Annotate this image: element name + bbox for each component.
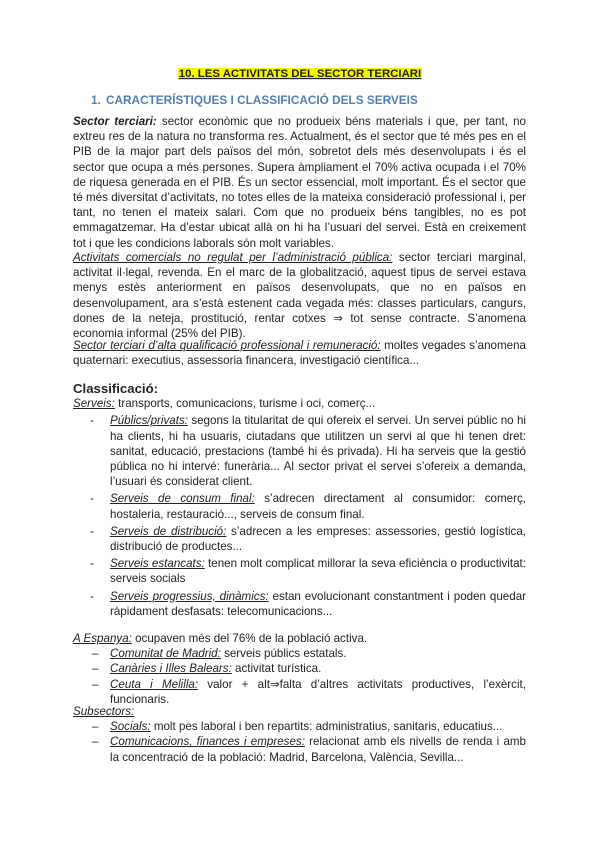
list-item-term: Canàries i Illes Balears: [110,662,232,676]
subsectors-list [73,719,526,765]
espanya-section [73,631,526,707]
list-item [73,491,526,521]
classificacio-section [73,381,526,619]
list-item [73,589,526,619]
list-item [73,661,526,676]
text-sector-terciari: sector econòmic que no produeix béns materials i que, per tant, no extreu res de la natura no transforma res. Actualment, és el sector que té més pes en el PIB de la major part dels països del món, sobretot dels més desenvolupats i és el sector que ocupa a més persones. Supera àmpliament el 70% activa ocupada i el 70% de riquesa generada en el PIB. És un sector essencial, molt important. És el sector que té més diversitat d’activitats, no totes elles de la mateixa consideració professional i, per tant, no tenen el mateix salari. Com que no produeix béns tangibles, no es pot emmagatzemar. Ha d’estar ubicat allà on hi ha l’usuari del servei. Està en creixement tot i que les condicions laborals són molt variables. [73,115,526,250]
subsectors-heading: Subsectors: [73,705,135,718]
text-espanya: ocupaven més del 76% de la població activa. [131,632,368,645]
list-item [73,719,526,734]
term-alta-qualificacio: Sector terciari d’alta qualificació professional i remuneració: [73,339,381,352]
list-dash: – [92,677,99,691]
list-dash: – [92,662,99,676]
text-alta-qualificacio: moltes vegades s’anomena quaternari: executius, assessoria financera, investigació científica... [73,339,526,368]
list-dash: – [92,735,99,749]
list-item [73,646,526,661]
section-heading [91,93,418,108]
list-item-text: s’adrecen directament al consumidor: comerç, hostaleria, restauració..., serveis de consum final. [110,492,526,521]
list-item-text: estan evolucionant constantment i poden quedar ràpidament desfasats: telecomunicacions... [110,589,527,618]
list-item-text: s’adrecen a les empreses: assessories, gestió logística, distribució de productes... [110,524,526,554]
list-item-text: relacionat amb els nivells de renda i amb la concentració de la població: Madrid, Barcelona, València, Sevilla... [110,735,526,764]
paragraph-sector-terciari [73,114,526,251]
list-item-term: Comunitat de Madrid: [110,647,221,661]
list-item-term: Públics/privats: [110,414,188,428]
paragraph-alta-qualificacio [73,338,526,368]
list-dash: – [92,720,99,734]
term-espanya: A Espanya: [73,632,132,645]
paragraph-activitats-comercials [73,250,526,341]
list-item [73,677,526,707]
list-item-term: Ceuta i Melilla: [110,677,199,691]
list-item [73,413,526,489]
list-item-text: tenen molt complicat millorar la seva eficiència o productivitat: serveis socials [110,557,526,586]
text-activitats-comercials: sector terciari marginal, activitat il·legal, revenda. En el marc de la globalització, aquest tipus de servei estava menys estès anteriorment en països desenvolupats, que no en països en desenvolupament, ara s’està estenent cada vegada més: classes particulars, cangurs, dones de la neteja, prostitució, rentar cotxes ⇒ tot sense contracte. S’anomena economia informal (25% del PIB). [73,251,526,341]
list-dash: – [92,647,99,661]
classificacio-heading: Classificació: [73,381,159,396]
text-serveis: transports, comunicacions, turisme i oci, comerç... [114,397,376,411]
section-number: 1. [91,93,101,107]
list-item-text: activitat turística. [231,662,322,676]
list-item-term: Socials: [110,720,151,734]
list-dash: - [90,524,94,538]
list-item-text: molt pes laboral i ben repartits: administratius, sanitaris, educatius... [150,720,503,734]
list-dash: - [90,414,94,428]
list-item [73,556,526,586]
list-item-text: valor + alt⇒falta d’altres activitats productives, l’exèrcit, funcionaris. [110,677,526,706]
espanya-intro [73,631,526,646]
subsectors-section [73,704,526,765]
classificacio-list [73,413,526,619]
document-title [0,66,600,82]
list-dash: - [90,557,94,571]
list-item [73,524,526,554]
list-item-term: Comunicacions, finances i empreses: [110,735,305,749]
list-dash: - [90,589,94,603]
document-title-text: 10. LES ACTIVITATS DEL SECTOR TERCIARI [178,68,422,80]
list-item-term: Serveis de consum final: [110,492,255,506]
list-dash: - [90,492,94,506]
list-item-text: segons la titularitat de qui ofereix el servei. Un servei públic no hi ha clients, hi ha usuaris, ciutadans que utilitzen un servi al que hi tenen dret: sanitat, educació, prestacions (també hi és privada). Hi ha serveis que la gestió pública no hi intervé: funerària... Al sector privat el servei s’ofereix a demanda, l’usuari és considerat client. [110,414,526,489]
term-serveis: Serveis: [73,397,115,411]
espanya-list [73,646,526,707]
list-item [73,734,526,764]
list-item-term: Serveis progressius, dinàmics: [110,589,269,603]
list-item-term: Serveis de distribució: [110,524,227,538]
section-heading-text: CARACTERÍSTIQUES I CLASSIFICACIÓ DELS SERVEIS [106,93,418,107]
list-item-text: serveis públics estatals. [220,647,347,661]
term-sector-terciari: Sector terciari: [73,115,157,128]
classificacio-intro [73,396,526,411]
term-activitats-comercials: Activitats comercials no regulat per l’administració pública: [73,251,393,264]
list-item-term: Serveis estancats: [110,557,205,571]
